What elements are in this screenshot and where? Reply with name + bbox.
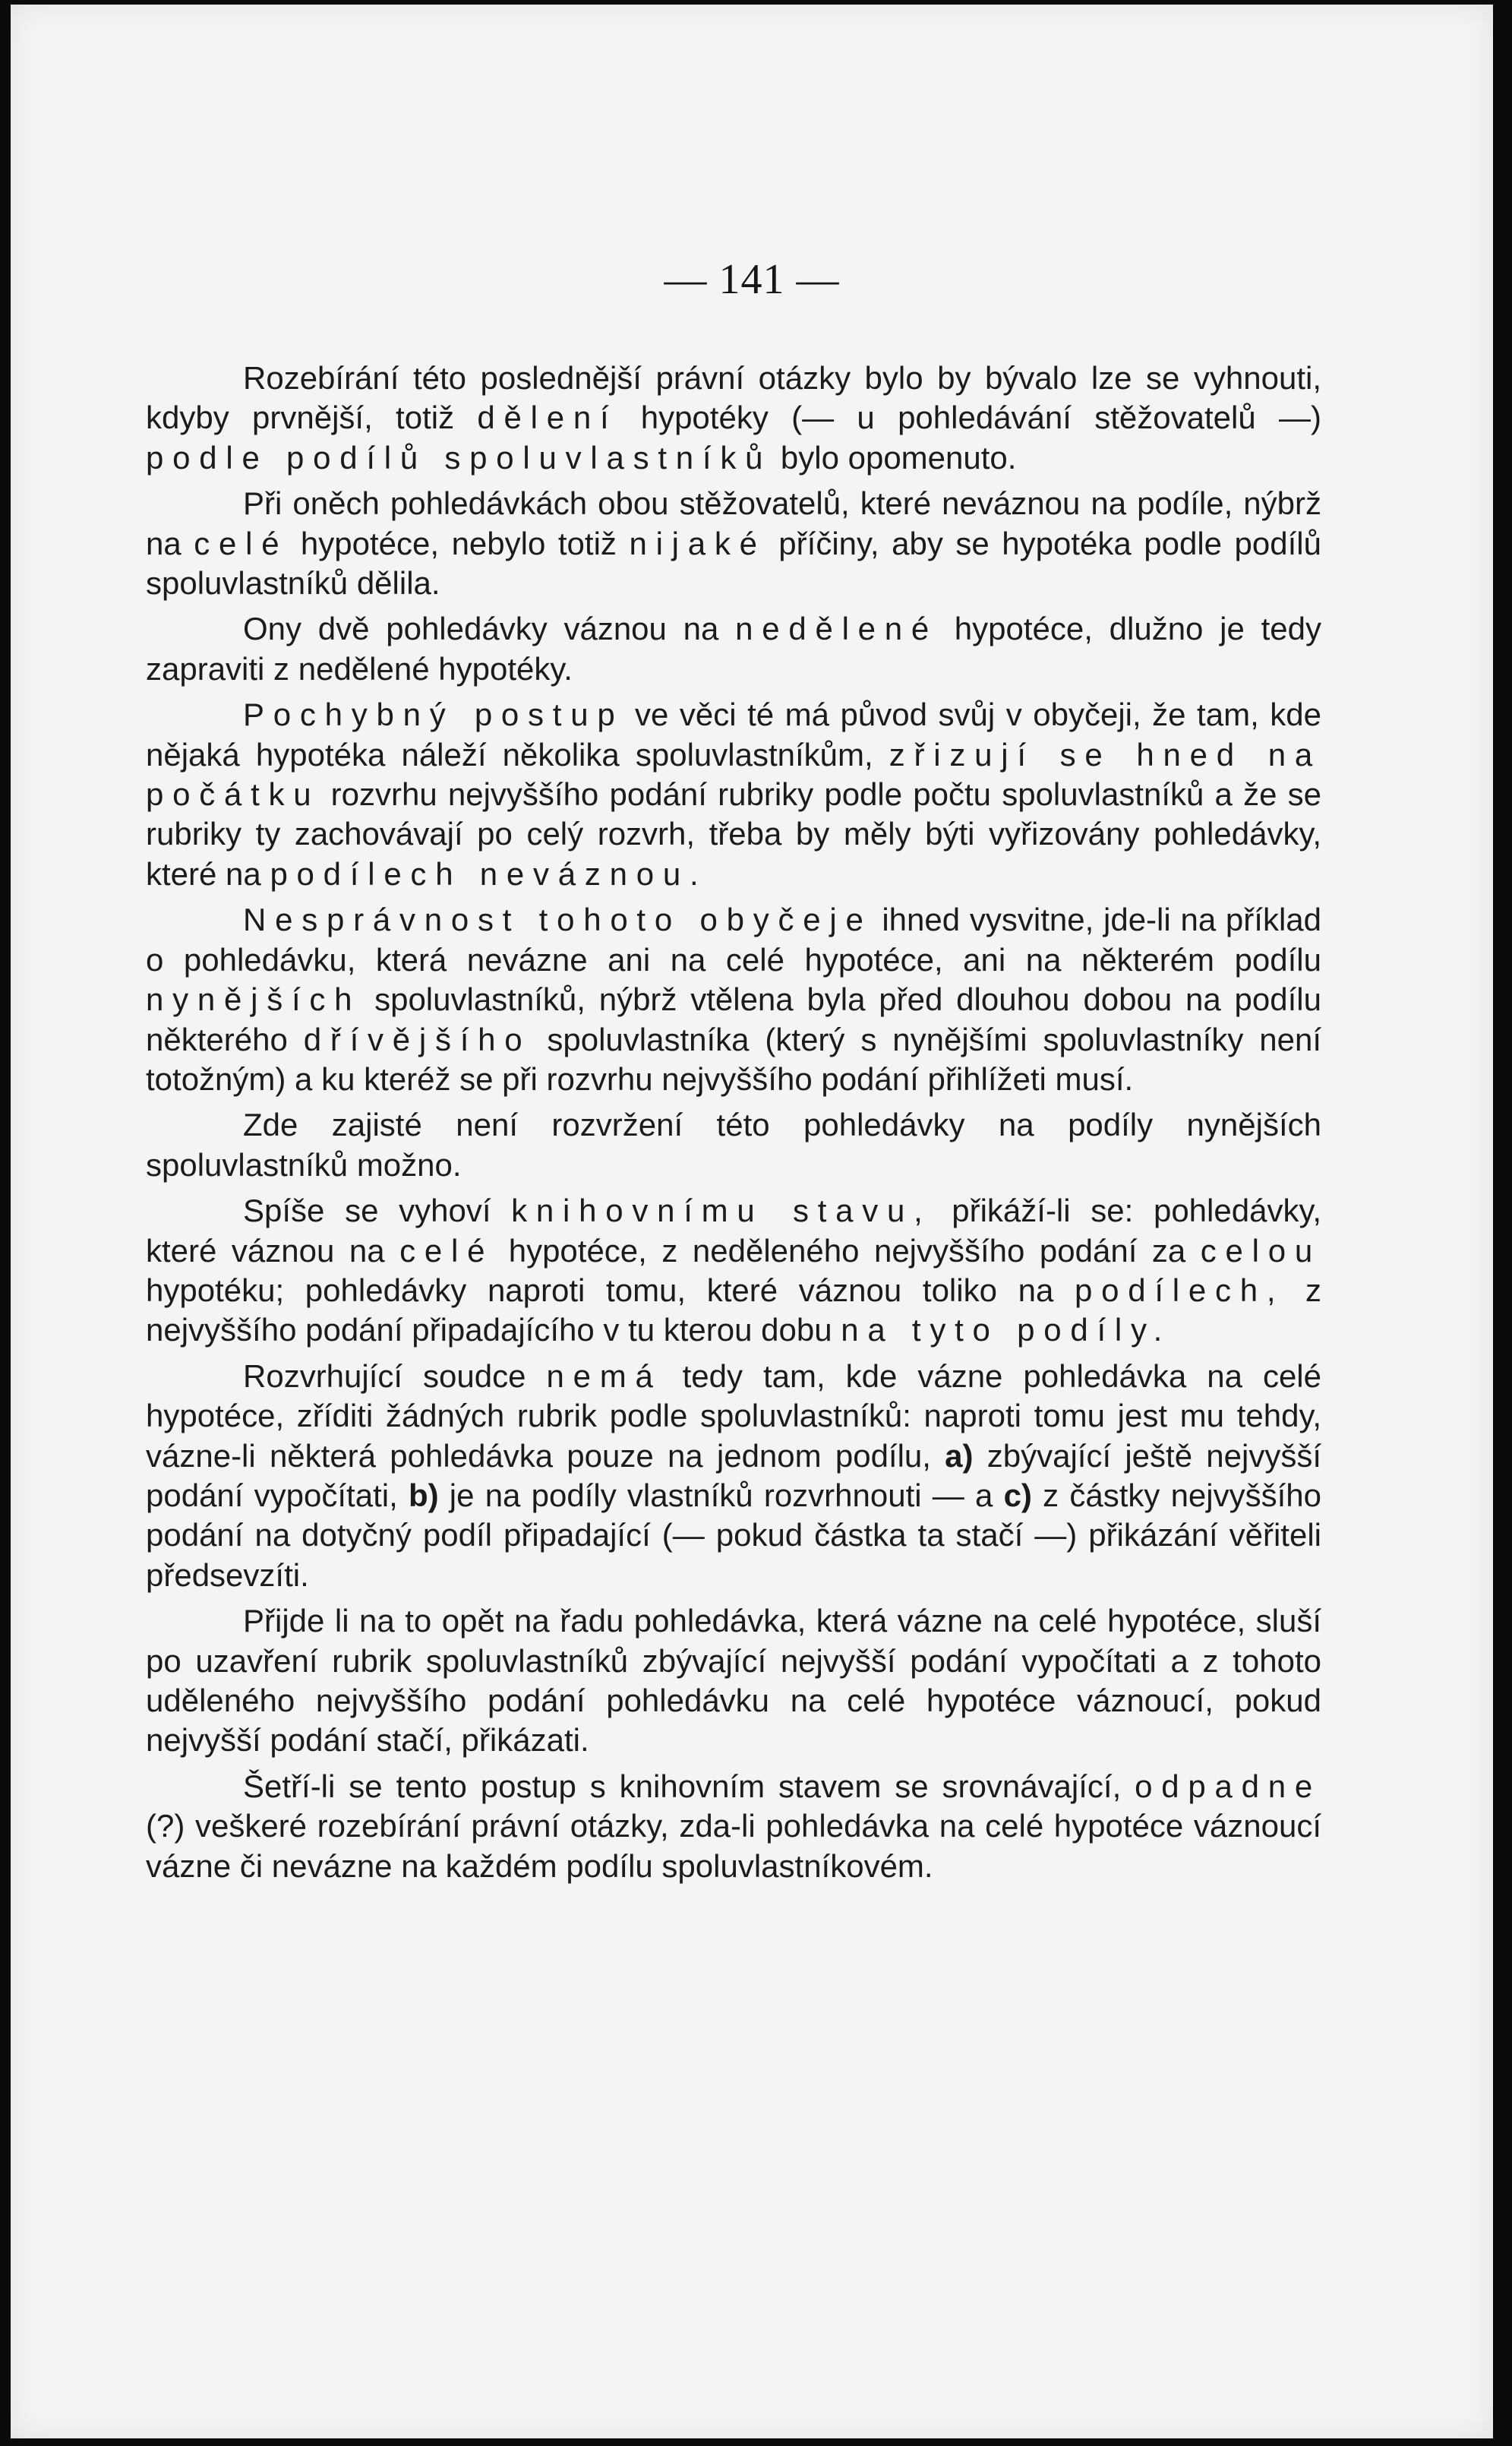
text-run: spoluvlastníků, nýbrž vtělena byla před dlouhou dobou na podílu některého [146,981,1321,1057]
paragraph-6 [146,1105,1321,1185]
text-run: přikáží-li se: pohledávky, které váznou na [146,1193,1321,1269]
text-run: hypotéky (— u pohledávání stěžovatelů —) [617,400,1322,436]
spaced-emphasis: podílech, [1075,1272,1285,1308]
text-run: zbývající ještě nejvyšší podání vypočítati, [146,1437,1321,1513]
paragraph-5 [146,900,1321,1099]
spaced-emphasis: na tyto podíly. [841,1312,1172,1348]
spaced-emphasis: celé [399,1232,494,1269]
paragraph-9 [146,1601,1321,1761]
text-run: tedy tam, kde vázne pohledávka na celé hypotéce, zříditi žádných rubrik podle spoluvlastníků: naproti tomu jest mu tehdy, vázne-li některá pohledávka pouze na jednom podílu, [146,1357,1321,1474]
text-run: hypotéce, nebylo totiž [288,525,630,561]
text-run: příčiny, aby se hypotéka podle podílů spoluvlastníků dělila. [146,525,1321,602]
text-run: Ony dvě pohledávky váznou na [243,611,736,647]
text-run: Spíše se vyhoví [243,1193,512,1229]
paragraph-3 [146,609,1321,689]
text-run: z částky nejvyššího podání na dotyčný podíl připadající (— pokud částka ta stačí —) přikázání věřiteli předsevzíti. [146,1477,1322,1593]
text-run: Rozebírání této poslednější právní otázky bylo by bývalo lze se vyhnouti, kdyby prvnější, totiž [146,360,1321,436]
text-run: hypotéce, dlužno je tedy zapraviti z nedělené hypotéky. [146,611,1321,687]
paragraph-4 [146,695,1321,894]
spaced-emphasis: nedělené [735,611,939,647]
spaced-emphasis: knihovnímu stavu, [511,1193,932,1229]
text-run: je na podíly vlastníků rozvrhnouti — a [438,1477,1004,1513]
bold-marker: c) [1003,1477,1032,1513]
spaced-emphasis: nemá [546,1357,662,1394]
text-run: hypotéku; pohledávky naproti tomu, které váznou toliko na [146,1272,1075,1308]
spaced-emphasis: celé [194,525,289,561]
text-run: Přijde li na to opět na řadu pohledávka, která vázne na celé hypotéce, sluší po uzavření rubrik spoluvlastníků zbývající nejvyšší podání vypočítati a z tohoto uděleného nejvyššího podání pohledávku na celé hypotéce váznoucí, pokud nejvyšší podání stačí, přikázati. [146,1603,1321,1759]
text-run: ve věci té má původ svůj v obyčeji, že tam, kde nějaká hypotéka náleží několika spoluvlastníkům, [146,697,1321,773]
text-run: Rozvrhující soudce [243,1357,547,1394]
spaced-emphasis: celou [1200,1232,1322,1269]
text-run: hypotéce, z nedělenéhо nejvyššího podání za [494,1232,1201,1269]
spaced-emphasis: Nesprávnost tohoto obyčeje [243,902,873,938]
spaced-emphasis: dělení [477,400,618,436]
book-page [11,5,1493,2438]
text-run: spoluvlastníka (který s nynějšími spoluvlastníky není totožným) a ku kteréž se při rozvrhu nejvyššího podání přihlížeti musí. [146,1021,1322,1097]
body-text [146,359,1321,1886]
paragraph-1 [146,359,1321,478]
text-run: ihned vysvitne, jde-li na příklad o pohledávku, která nevázne ani na celé hypotéce, ani na některém podílu [146,902,1321,978]
text-run: rozvrhu nejvyššího podání rubriky podle počtu spoluvlastníků a že se rubriky ty zachovávají po celý rozvrh, třeba by měly býti vyřizovány pohledávky, které na [146,776,1321,892]
paragraph-10 [146,1767,1321,1886]
spaced-emphasis: odpadne [1135,1768,1321,1804]
text-run: bylo opomenuto. [772,439,1017,476]
spaced-emphasis: podílech neváznou. [270,855,708,892]
spaced-emphasis: nynějších [146,981,361,1018]
text-run: z nejvyššího podání připadajícího v tu kterou dobu [146,1272,1321,1348]
paragraph-7 [146,1191,1321,1351]
spaced-emphasis: Pochybný postup [243,697,624,733]
spaced-emphasis: dřívějšího [303,1021,532,1057]
paragraph-2 [146,484,1321,603]
text-run: Při oněch pohledávkách obou stěžovatelů, které neváznou na podíle, nýbrž na [146,485,1321,561]
spaced-emphasis: zřizují se hned na počátku [146,736,1322,813]
text-run: Zde zajisté není rozvržení této pohledávky na podíly nynějších spoluvlastníků možno. [146,1107,1321,1183]
spaced-emphasis: nijaké [629,525,766,561]
paragraph-8 [146,1357,1321,1595]
page-number: — 141 — [664,256,840,303]
bold-marker: a) [945,1437,974,1474]
text-run: Šetří-li se tento postup s knihovním stavem se srovnávající, [243,1768,1135,1804]
spaced-emphasis: podle podílů spoluvlastníků [146,439,772,476]
bold-marker: b) [408,1477,439,1513]
text-run: (?) veškeré rozebírání právní otázky, zda-li pohledávka na celé hypotéce váznoucí vázne či nevázne na každém podílu spoluvlastníkovém. [146,1808,1321,1884]
